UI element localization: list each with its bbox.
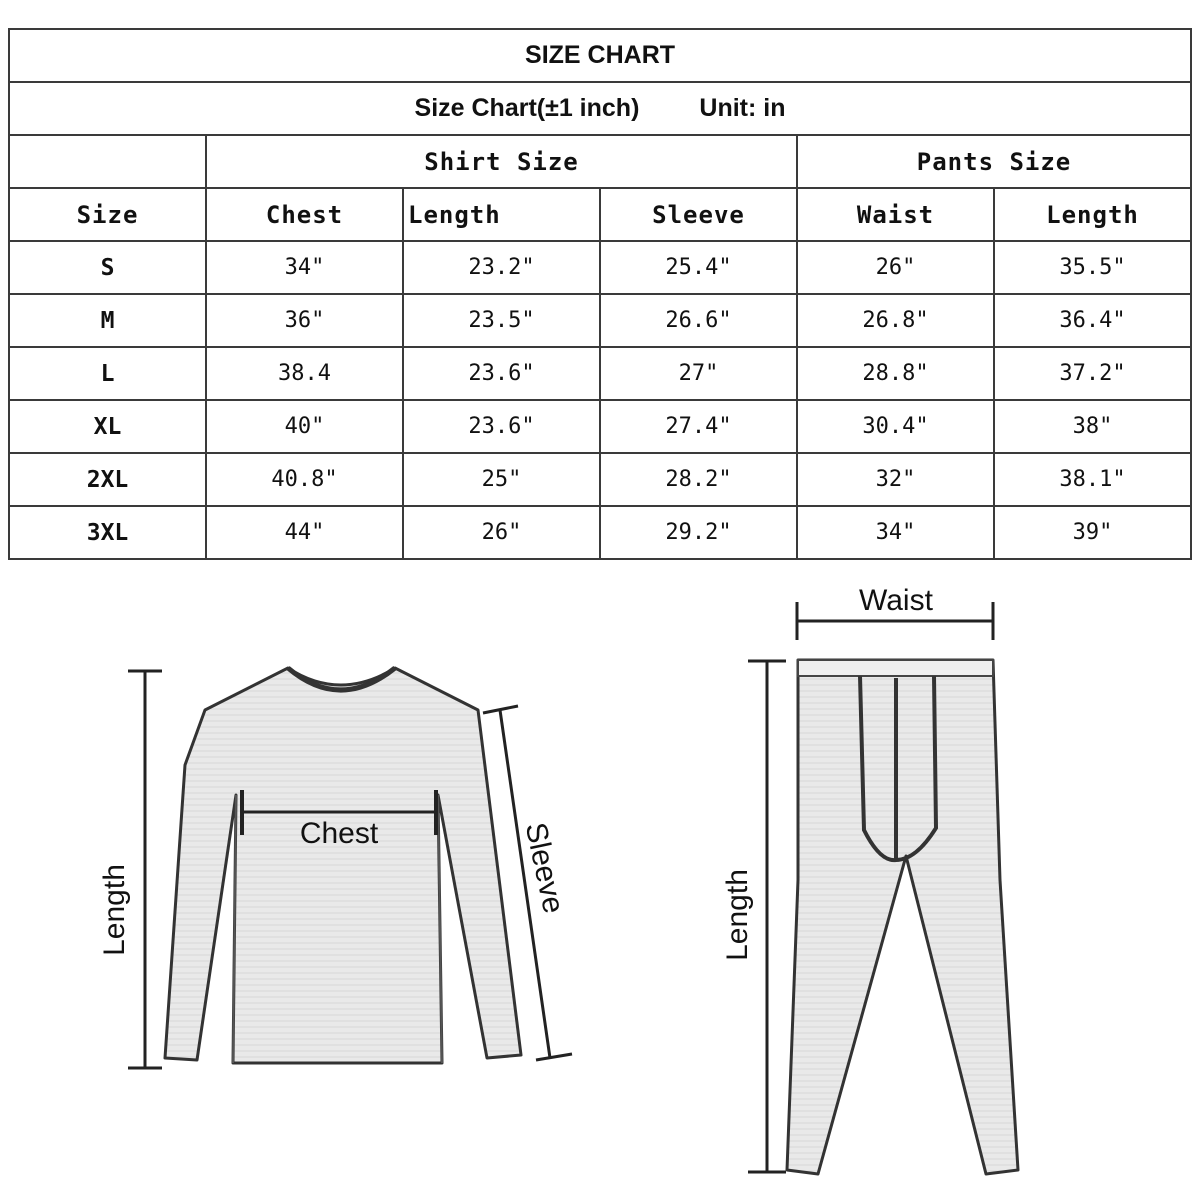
pants-length-label: Length [721,869,754,961]
sleeve-cell: 26.6" [600,294,797,347]
shirt-length-cell: 25" [403,453,600,506]
table-row [9,453,1191,506]
chest-cell: 40" [206,400,403,453]
waist-cell: 28.8" [797,347,994,400]
size-cell: XL [9,400,206,453]
unit-label: Unit: in [699,94,786,122]
waist-cell: 26.8" [797,294,994,347]
corner-cell [9,135,206,188]
shirt-length-cell: 26" [403,506,600,559]
table-row [9,400,1191,453]
chart-subtitle: Size Chart(±1 inch) [414,94,640,122]
waist-cell: 30.4" [797,400,994,453]
col-header-size: Size [9,188,206,241]
shirt-length-cell: 23.5" [403,294,600,347]
pants-length-cell: 36.4" [994,294,1191,347]
table-row [9,241,1191,294]
waist-cell: 26" [797,241,994,294]
pants-length-cell: 35.5" [994,241,1191,294]
chart-subtitle-row [9,82,1191,135]
chest-label: Chest [299,817,379,850]
col-header-waist: Waist [797,188,994,241]
table-row [9,506,1191,559]
shirt-length-cell: 23.6" [403,347,600,400]
column-header-row [9,188,1191,241]
pants-illustration [787,660,1018,1174]
col-header-chest: Chest [206,188,403,241]
shirt-length-measure [128,670,162,1068]
chart-title: SIZE CHART [9,29,1191,82]
size-cell: S [9,241,206,294]
measurement-diagram [0,580,1200,1200]
sleeve-cell: 27.4" [600,400,797,453]
size-cell: 3XL [9,506,206,559]
sleeve-label: Sleeve [518,819,570,917]
pants-size-header: Pants Size [797,135,1191,188]
pants-length-cell: 37.2" [994,347,1191,400]
pants-length-cell: 38" [994,400,1191,453]
shirt-length-cell: 23.6" [403,400,600,453]
table-row [9,294,1191,347]
chest-cell: 40.8" [206,453,403,506]
chest-cell: 34" [206,241,403,294]
size-cell: 2XL [9,453,206,506]
col-header-pants-length: Length [994,188,1191,241]
pants-length-cell: 38.1" [994,453,1191,506]
waist-cell: 32" [797,453,994,506]
size-chart-table [8,28,1192,560]
chest-cell: 38.4 [206,347,403,400]
size-cell: M [9,294,206,347]
shirt-size-header: Shirt Size [206,135,797,188]
table-row [9,347,1191,400]
shirt-length-label: Length [98,864,131,956]
chest-cell: 44" [206,506,403,559]
sleeve-cell: 25.4" [600,241,797,294]
col-header-sleeve: Sleeve [600,188,797,241]
col-header-shirt-length: Length [403,188,600,241]
waist-cell: 34" [797,506,994,559]
sleeve-cell: 29.2" [600,506,797,559]
chest-cell: 36" [206,294,403,347]
shirt-length-cell: 23.2" [403,241,600,294]
waist-label: Waist [859,584,933,617]
sleeve-cell: 27" [600,347,797,400]
sleeve-cell: 28.2" [600,453,797,506]
size-cell: L [9,347,206,400]
shirt-illustration [165,668,521,1063]
pants-length-cell: 39" [994,506,1191,559]
